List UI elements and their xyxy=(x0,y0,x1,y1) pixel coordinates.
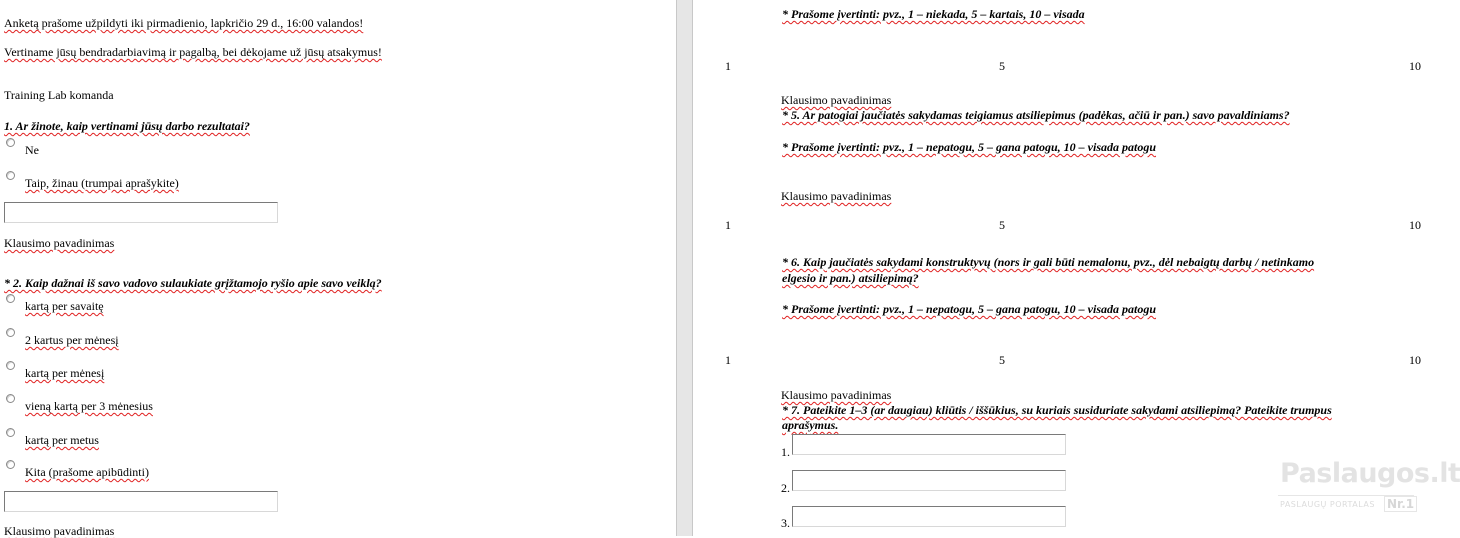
scale-max: 10 xyxy=(1409,353,1421,367)
watermark-brand: Paslaugos.lt xyxy=(1280,458,1460,489)
question-description: Klausimo pavadinimas xyxy=(4,524,115,538)
q2-radio-weekly[interactable] xyxy=(6,294,15,303)
q1-option-yes: Taip, žinau (trumpai aprašykite) xyxy=(25,176,179,190)
question-description: Klausimo pavadinimas xyxy=(781,93,892,107)
q6-title-line1: * 6. Kaip jaučiatės sakydami konstruktyvų (nors ir gali būti nemalonu, pvz., dėl nebaigtų darbų / netinkamo xyxy=(782,255,1315,269)
scale-max: 10 xyxy=(1409,218,1421,232)
q2-option-other: Kita (prašome apibūdinti) xyxy=(25,465,149,479)
left-page xyxy=(0,0,676,536)
intro-thanks: Vertiname jūsų bendradarbiavimą ir pagalbą, bei dėkojame už jūsų atsakymus! xyxy=(4,45,382,59)
q2-option-twice-month: 2 kartus per mėnesį xyxy=(25,333,119,347)
q1-title: 1. Ar žinote, kaip vertinami jūsų darbo rezultatai? xyxy=(4,119,250,133)
q5-rating-note: * Prašome įvertinti: pvz., 1 – nepatogu, 5 – gana patogu, 10 – visada patogu xyxy=(782,140,1157,154)
scale-mid: 5 xyxy=(999,59,1005,73)
question-description: Klausimo pavadinimas xyxy=(781,189,892,203)
q6-rating-note: * Prašome įvertinti: pvz., 1 – nepatogu, 5 – gana patogu, 10 – visada patogu xyxy=(782,302,1157,316)
signature: Training Lab komanda xyxy=(4,88,114,102)
q1-radio-no[interactable] xyxy=(6,138,15,147)
q1-radio-yes[interactable] xyxy=(6,171,15,180)
q2-other-field[interactable] xyxy=(4,491,278,512)
q2-radio-twice-month[interactable] xyxy=(6,328,15,337)
q1-text-field[interactable] xyxy=(4,202,278,223)
q2-radio-quarterly[interactable] xyxy=(6,394,15,403)
watermark-badge: Nr.1 xyxy=(1384,496,1417,512)
scale-mid: 5 xyxy=(999,218,1005,232)
q6-title-line2: elgesio ir pan.) atsiliepimą? xyxy=(782,271,919,285)
q7-field-3[interactable] xyxy=(792,506,1066,527)
q1-option-no: Ne xyxy=(25,143,39,157)
q2-option-quarterly: vieną kartą per 3 mėnesius xyxy=(25,399,153,413)
intro-deadline: Anketą prašome užpildyti iki pirmadienio, lapkričio 29 d., 16:00 valandos! xyxy=(4,16,364,30)
q2-option-monthly: kartą per mėnesį xyxy=(25,366,105,380)
q7-field-2[interactable] xyxy=(792,470,1066,491)
scale-min: 1 xyxy=(725,218,731,232)
q7-field-1[interactable] xyxy=(792,434,1066,455)
scale-min: 1 xyxy=(725,353,731,367)
q7-title-line2: aprašymus. xyxy=(782,418,839,432)
q7-label-2: 2. xyxy=(781,481,790,495)
scale-max: 10 xyxy=(1409,59,1421,73)
scale-mid: 5 xyxy=(999,353,1005,367)
q2-radio-yearly[interactable] xyxy=(6,428,15,437)
scale-min: 1 xyxy=(725,59,731,73)
q7-title-line1: * 7. Pateikite 1–3 (ar daugiau) kliūtis / iššūkius, su kuriais susiduriate sakydami atsiliepimą? Pateikite trumpus xyxy=(782,403,1332,417)
page-gutter xyxy=(676,0,693,536)
q5-title: * 5. Ar patogiai jaučiatės sakydamas teigiamus atsiliepimus (padėkas, ačiū ir pan.) savo pavaldiniams? xyxy=(782,108,1290,122)
q2-title: * 2. Kaip dažnai iš savo vadovo sulaukiate grįžtamojo ryšio apie savo veiklą? xyxy=(4,276,382,290)
q7-label-3: 3. xyxy=(781,516,790,530)
q2-option-weekly: kartą per savaitę xyxy=(25,299,104,313)
question-description: Klausimo pavadinimas xyxy=(781,388,892,402)
right-page xyxy=(693,0,1440,536)
q2-radio-monthly[interactable] xyxy=(6,361,15,370)
q2-radio-other[interactable] xyxy=(6,460,15,469)
rating-note: * Prašome įvertinti: pvz., 1 – niekada, 5 – kartais, 10 – visada xyxy=(782,7,1085,21)
watermark-logo xyxy=(1276,458,1460,516)
q2-option-yearly: kartą per metus xyxy=(25,433,99,447)
q7-label-1: 1. xyxy=(781,445,790,459)
watermark-subtitle: PASLAUGŲ PORTALAS xyxy=(1280,500,1375,509)
question-description: Klausimo pavadinimas xyxy=(4,236,115,250)
